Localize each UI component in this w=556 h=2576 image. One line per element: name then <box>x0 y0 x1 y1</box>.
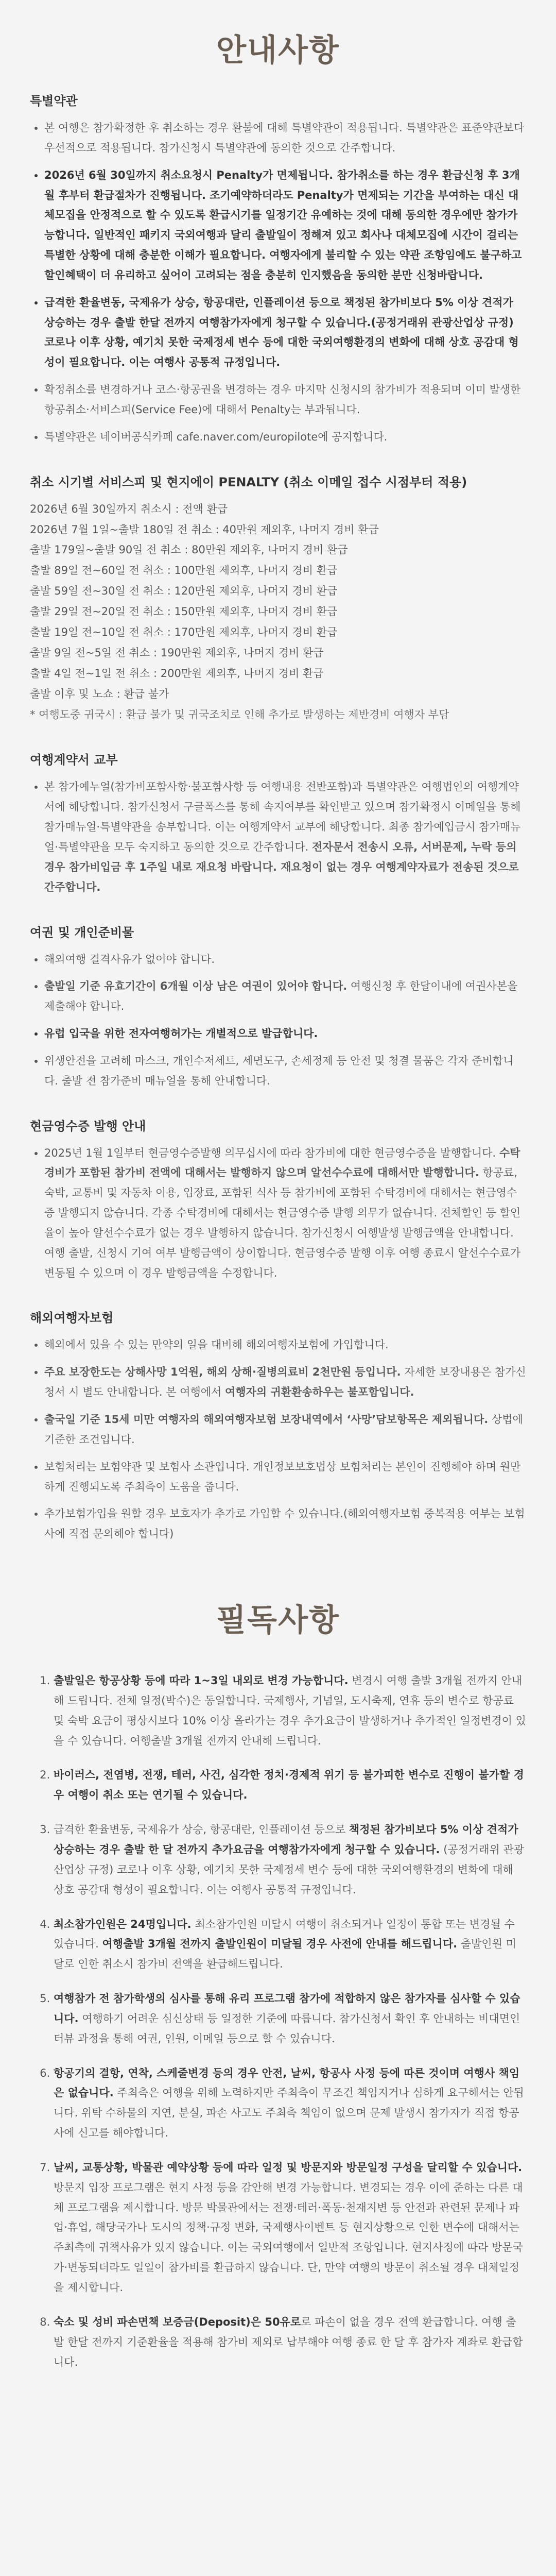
list-text-bold: 주요 보장한도는 상해사망 1억원, 해외 상해·질병의료비 2천만원 등입니다. <box>44 1366 401 1379</box>
list-text: (공정거래위 관광산업상 규정) 코로나 이후 상황, 예기치 못한 국제정세 변수 등에 대한 국외여행환경의 변화에 대해 상호 공감대 형성이 필요합니다. 이는 여행사 공통적 규정입니다. <box>54 1843 525 1896</box>
list-text: 2025년 1월 1일부터 현금영수증발행 의무십시에 따라 참가비에 대한 현금영수증을 발행합니다. <box>44 1146 499 1159</box>
insurance-heading: 해외여행자보험 <box>30 1311 114 1326</box>
list-text-bold: 최소참가인원은 24명입니다. <box>54 1918 192 1930</box>
list-item: • 유럽 입국을 위한 전자여행허가는 개별적으로 발급합니다. <box>44 1024 526 1044</box>
list-text-bold: 여행출발 3개월 전까지 출발인원이 미달될 경우 사전에 안내를 해드립니다. <box>102 1938 458 1951</box>
insurance-list <box>30 1335 526 1544</box>
list-item: • 급격한 환율변동, 국제유가 상승, 항공대란, 인플레이션 등으로 책정된 참가비보다 5% 이상 견적가 상승하는 경우 출발 한달 전까지 여행참가자에게 청구할 수 있습니다.(공정거래위 관광산업상 규정) 코로나 이후 상황, 예기치 못한 국제정세 변수 등에 대한 국외여행환경의 변화에 대해 상호 공감대 형성이 필요합니다. 이는 여행사 공통적 규정입니다. <box>44 293 526 372</box>
penalty-line: 출발 89일 전~60일 전 취소 : 100만원 제외후, 나머지 경비 환급 <box>30 564 338 577</box>
list-item <box>44 1362 526 1402</box>
list-text: 상법에 기준한 조건입니다. <box>44 1413 523 1446</box>
receipt-heading: 현금영수증 발행 안내 <box>30 1118 146 1133</box>
cancellation-penalty-table <box>30 499 526 725</box>
list-text: 출발인원 미달로 인한 취소시 참가비 전액을 환급해드립니다. <box>54 1938 516 1971</box>
penalty-line: 출발 29일 전~20일 전 취소 : 150만원 제외후, 나머지 경비 환급 <box>30 605 338 618</box>
list-text: 방문지 입장 프로그램은 현지 사정 등을 감안해 변경 가능합니다. 변경되는 경우 이에 준하는 다른 대체 프로그램을 제시합니다. 방문 박물관에서는 전쟁·테러·폭동·천재지변 등 안전과 관련된 문제나 파업·휴업, 해당국가나 도시의 정책·규정 변화, 국제행사이벤트 등 현지상황으로 인한 변수에 대해서는 주최측에 귀책사유가 있지 않습니다. 이는 국외여행에서 일반적 조항입니다. 현지사정에 따라 방문국가·변동되더라도 일일이 참가비를 환급하지 않습니다. 단, 만약 여행의 방문이 취소될 경우 대체일정을 제시합니다. <box>54 2181 523 2294</box>
list-text-bold: 바이러스, 전염병, 전쟁, 테러, 사건, 심각한 정치·경제적 위기 등 불가피한 변수로 진행이 불가할 경우 여행이 취소 또는 연기될 수 있습니다. <box>54 1769 524 1802</box>
penalty-line: 출발 4일 전~1일 전 취소 : 200만원 제외후, 나머지 경비 환급 <box>30 667 324 680</box>
list-item <box>44 976 526 1016</box>
list-item <box>54 1989 526 2049</box>
list-text: 급격한 환율변동, 국제유가 상승, 항공대란, 인플레이션 등으로 <box>54 1823 349 1836</box>
list-item <box>44 777 526 897</box>
list-item <box>54 1820 526 1900</box>
list-item: • 위생안전을 고려해 마스크, 개인수저세트, 세면도구, 손세정제 등 안전 및 청결 물품은 각자 준비합니다. 출발 전 참가준비 매뉴얼을 통해 안내합니다. <box>44 1051 526 1091</box>
list-text: 자세한 보장내용은 참가신청서 시 별도 안내합니다. 본 여행에서 <box>44 1366 526 1399</box>
penalty-line: 출발 이후 및 노쇼 : 환급 불가 <box>30 687 169 700</box>
list-text-bold: 출국일 기준 15세 미만 여행자의 해외여행자보험 보장내역에서 ‘사망’담보항목은 제외됩니다. <box>44 1413 489 1426</box>
list-item: • 해외여행 결격사유가 없어야 합니다. <box>44 950 526 970</box>
list-text-bold: 출발일 기준 유효기간이 6개월 이상 남은 여권이 있어야 합니다. <box>44 980 348 993</box>
must-read-title: 필독사항 <box>216 1602 340 1639</box>
list-item: • 본 여행은 참가확정한 후 취소하는 경우 환불에 대해 특별약관이 적용됩니다. 특별약관은 표준약관보다 우선적으로 적용됩니다. 참가신청시 특별약관에 동의한 것으로 간주합니다. <box>44 118 526 158</box>
list-item <box>44 1143 526 1283</box>
list-text: 로 파손이 없을 경우 전액 환급합니다. 여행 출발 한달 전까지 기준환율을 적용해 참가비 제외로 납부해야 여행 종료 한 달 후 참가자 계좌로 환급합니다. <box>54 2315 523 2368</box>
list-item <box>54 2158 526 2298</box>
list-item: • 확정취소를 변경하거나 코스·항공권을 변경하는 경우 마지막 신청시의 참가비가 적용되며 이미 발생한 항공취소·서비스피(Service Fee)에 대해서 Penalty는 부과됩니다. <box>44 380 526 420</box>
contract-heading: 여행계약서 교부 <box>30 753 118 768</box>
list-item <box>54 1914 526 1975</box>
must-read-list <box>30 1671 526 2372</box>
list-item <box>54 2312 526 2372</box>
list-text-bold: 출발일은 항공상황 등에 따라 1~3일 내외로 변경 가능합니다. <box>54 1674 349 1687</box>
list-item: • 특별약관은 네이버공식카페 cafe.naver.com/europilote에 공지합니다. <box>44 427 526 447</box>
list-text: 최소참가인원 미달시 여행이 취소되거나 일정이 통합 또는 변경될 수 있습니다. <box>54 1918 515 1951</box>
list-text-bold: 숙소 및 성비 파손면책 보증금(Deposit)은 50유로 <box>54 2315 301 2328</box>
list-text-bold: 날씨, 교통상황, 박물관 예약상황 등에 따라 일정 및 방문지와 방문일정 구성을 달리할 수 있습니다. <box>54 2161 523 2174</box>
penalty-line: 2026년 6월 30일까지 취소시 : 전액 환급 <box>30 502 228 515</box>
list-text-bold: 책정된 참가비보다 5% 이상 견적가 상승하는 경우 출발 한 달 전까지 추가요금을 여행참가자에게 청구할 수 있습니다. <box>54 1823 518 1856</box>
penalty-note: * 여행도중 귀국시 : 환급 불가 및 귀국조치로 인해 추가로 발생하는 제반경비 여행자 부담 <box>30 708 449 721</box>
passport-list <box>30 950 526 1091</box>
list-text: 항공료, 숙박, 교통비 및 자동차 이용, 입장료, 포함된 식사 등 참가비에 포함된 수탁경비에 대해서는 현금영수증 발행되지 않습니다. 각종 수탁경비에 대해서는 현금영수증 발행 의무가 없습니다. 전체할인 등 할인율이 높아 알선수수료가 없는 경우 발행하지 않습니다. 참가신청시 여행발생 발행금액을 안내합니다. 여행 출발, 신청시 기여 여부 발행금액이 상이합니다. 현금영수증 발행 이후 여행 종료시 알선수수료가 변동될 수 있으며 이 경우 발행금액을 수정합니다. <box>44 1166 521 1279</box>
list-text: 본 참가예누얼(참가비포함사항·불포함사항 등 여행내용 전반포함)과 특별약관은 여행법인의 여행계약서에 해당합니다. 참가신청서 구글폭스를 통해 속지여부를 확인받고 있으며 참가확정시 이메일을 통해 참가매뉴얼·특별약관을 송부합니다. 이는 여행계약서 교부에 해당합니다. 최종 참가예입금시 참가매뉴얼·특별약관을 모두 숙지하고 동의한 것으로 간주합니다. <box>44 781 521 853</box>
list-item <box>44 1410 526 1450</box>
list-text-bold: 수탁경비가 포함된 참가비 전액에 대해서는 발행하지 않으며 알선수수료에 대해서만 발행합니다. <box>44 1146 520 1179</box>
list-text: 주최측은 여행을 위해 노력하지만 주최측이 무조건 책임지거나 심하게 요구해서는 안됩니다. 위탁 수하물의 지연, 분실, 파손 사고도 주최측 책임이 없으며 문제 발생시 참가자가 직접 항공사에 신고를 해야합니다. <box>54 2087 524 2140</box>
list-text: 여행하기 어려운 심신상태 등 일정한 기준에 따릅니다. 참가신청서 확인 후 안내하는 비대면인터뷰 과정을 통해 여권, 인원, 이메일 등으로 할 수 있습니다. <box>54 2012 520 2045</box>
penalty-line: 출발 59일 전~30일 전 취소 : 120만원 제외후, 나머지 경비 환급 <box>30 585 338 598</box>
contract-list <box>30 777 526 897</box>
list-item: • 해외에서 있을 수 있는 만약의 일을 대비해 해외여행자보험에 가입합니다. <box>44 1335 526 1355</box>
list-text-bold: 여행자의 귀환환송하우는 불포함입니다. <box>225 1386 414 1399</box>
special-terms-heading: 특별약관 <box>30 94 78 108</box>
list-text: 여행신청 후 한달이내에 여권사본을 제출해야 합니다. <box>44 980 518 1013</box>
passport-heading: 여권 및 개인준비물 <box>30 925 134 940</box>
receipt-list <box>30 1143 526 1283</box>
special-terms-list <box>30 118 526 447</box>
cancellation-penalty-heading: 취소 시기별 서비스피 및 현지에이 PENALTY (취소 이메일 접수 시점부터 적용) <box>30 474 467 489</box>
notice-title: 안내사항 <box>216 32 340 69</box>
list-text-bold: 항공기의 결항, 연착, 스케줄변경 등의 경우 안전, 날씨, 항공사 사정 등에 따른 것이며 여행사 책임은 없습니다. <box>54 2066 520 2099</box>
list-text-bold: 여행참가 전 참가학생의 심사를 통해 유리 프로그램 참가에 적합하지 않은 참가자를 심사할 수 있습니다. <box>54 1992 520 2025</box>
list-item <box>54 1671 526 1751</box>
list-item: • 추가보험가입을 원할 경우 보호자가 추가로 가입할 수 있습니다.(해외여행자보험 중복적용 여부는 보험사에 직접 문의해야 합니다) <box>44 1504 526 1544</box>
penalty-line: 2026년 7월 1일~출발 180일 전 취소 : 40만원 제외후, 나머지 경비 환급 <box>30 523 379 536</box>
list-item <box>54 1765 526 1805</box>
list-text: 변경시 여행 출발 3개월 전까지 안내해 드립니다. 전체 일정(박수)은 동일합니다. 국제행사, 기념일, 도시축제, 연휴 등의 변수로 항공료 및 숙박 요금이 평상시보다 10% 이상 올라가는 경우 추가요금이 발생하거나 추가적인 일정변경이 있을 수 있습니다. 여행출발 3개월 전까지 안내해 드립니다. <box>54 1674 526 1747</box>
list-text-bold: 전자문서 전송시 오류, 서버문제, 누락 등의 경우 참가비입금 후 1주일 내로 재요청 바랍니다. 재요청이 없는 경우 여행계약자료가 전송된 것으로 간주합니다. <box>44 840 519 893</box>
list-item: • 보험처리는 보험약관 및 보험사 소관입니다. 개인정보보호법상 보험처리는 본인이 진행해야 하며 원만하게 진행되도록 주최측이 도움을 줍니다. <box>44 1457 526 1497</box>
penalty-line: 출발 19일 전~10일 전 취소 : 170만원 제외후, 나머지 경비 환급 <box>30 626 338 638</box>
penalty-line: 출발 9일 전~5일 전 취소 : 190만원 제외후, 나머지 경비 환급 <box>30 646 324 659</box>
list-item <box>54 2063 526 2143</box>
list-item: • 2026년 6월 30일까지 취소요청시 Penalty가 면제됩니다. 참가취소를 하는 경우 환급신청 후 3개월 후부터 환급절차가 진행됩니다. 조기예약하더라도 Penalty가 면제되는 기간을 부여하는 대신 대체모집을 안정적으로 할 수 있도록 환급시기를 일정기간 유예하는 것에 대해 동의한 경우에만 참가가능합니다. 일반적인 패키지 국외여행과 달리 출발일이 정해져 있고 회사나 대체모집에 시간이 걸리는 특별한 상황에 대해 충분한 이해가 필요합니다. 여행자에게 불리할 수 있는 약관 조항임에도 불구하고 할인혜택이 더 유리하고 싶어이 고려되는 점을 충분히 인지했음을 동의한 분만 신청바랍니다. <box>44 165 526 285</box>
penalty-line: 출발 179일~출발 90일 전 취소 : 80만원 제외후, 나머지 경비 환급 <box>30 544 348 556</box>
